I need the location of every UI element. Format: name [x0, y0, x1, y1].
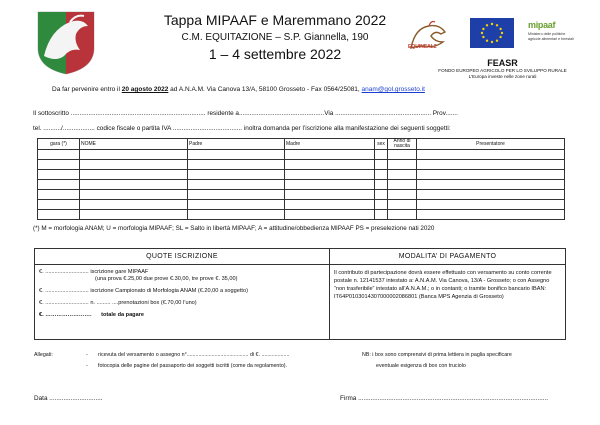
fees-table — [34, 248, 566, 340]
table-cell[interactable] — [285, 150, 375, 160]
fees-header: QUOTE ISCRIZIONE — [35, 249, 330, 265]
box-note: NB: i box sono comprensivi di prima lettiera in paglia specificare — [362, 352, 512, 358]
table-cell[interactable] — [375, 200, 388, 210]
legend: (*) M = morfologia ANAM; U = morfologia MIPAAF; SL = Salto in libertà MIPAAF; A = attitudine/obbedienza MIPAAF PS = preselezione nati 2020 — [33, 225, 435, 232]
anam-logo — [30, 6, 102, 76]
table-cell[interactable] — [417, 160, 565, 170]
contact-line[interactable]: tel. ........../.................. codice fiscale o partita IVA ....................................... inoltra domanda per l’iscrizione alla manifestazione dei seguenti soggetti: — [33, 125, 451, 132]
table-cell[interactable] — [80, 150, 188, 160]
table-row — [38, 210, 565, 220]
table-cell[interactable] — [417, 150, 565, 160]
table-cell[interactable] — [417, 170, 565, 180]
table-cell[interactable] — [388, 160, 417, 170]
fee-amount-field[interactable]: €. ............................ — [39, 288, 89, 294]
event-venue: C.M. EQUITAZIONE – S.P. Giannella, 190 — [181, 32, 369, 43]
deadline-address: ad A.N.A.M. Via Canova 13/A, 58100 Grosseto - Fax 0564/25081, — [168, 86, 362, 93]
table-cell[interactable] — [388, 190, 417, 200]
table-cell[interactable] — [80, 210, 188, 220]
table-cell[interactable] — [375, 210, 388, 220]
table-cell[interactable] — [80, 200, 188, 210]
table-cell[interactable] — [188, 170, 285, 180]
table-cell[interactable] — [38, 190, 80, 200]
table-cell[interactable] — [38, 170, 80, 180]
fee-note: (una prova €.25,00 due prove €.30,00, tre prove €. 35,00) — [95, 276, 238, 282]
table-header-row — [38, 139, 565, 150]
table-cell[interactable] — [285, 160, 375, 170]
deadline-date: 20 agosto 2022 — [121, 86, 169, 93]
eu-flag-icon — [470, 18, 514, 48]
table-row — [38, 160, 565, 170]
attachment-receipt[interactable]: ricevuta del versamento o assegno n°.......................................... di €. ................... — [98, 352, 290, 358]
table-cell[interactable] — [388, 180, 417, 190]
fee-item-box[interactable] — [39, 300, 325, 307]
fee-item-anam[interactable] — [39, 288, 325, 295]
mipaaf-subtitle: Ministero delle politiche agricole alimentari e forestali — [528, 32, 574, 41]
table-cell[interactable] — [388, 170, 417, 180]
mipaaf-wordmark: mipaaf — [528, 20, 556, 30]
col-gara: gara (*) — [38, 139, 80, 150]
table-cell[interactable] — [388, 210, 417, 220]
table-row — [38, 180, 565, 190]
table-cell[interactable] — [417, 210, 565, 220]
deadline-line — [52, 86, 425, 93]
table-cell[interactable] — [417, 180, 565, 190]
applicant-line[interactable]: Il sottoscritto ............................................................................ residente a................................................Via ...................................................... Prov....... — [33, 110, 458, 117]
bullet-dash: - — [86, 352, 88, 358]
table-cell[interactable] — [285, 180, 375, 190]
horse-logo — [405, 18, 457, 56]
event-title: Tappa MIPAAF e Maremmano 2022 — [163, 12, 387, 28]
table-row — [38, 150, 565, 160]
feasr-title: FEASR — [487, 58, 518, 68]
attachments-label: Allegati: — [34, 352, 53, 358]
mipaaf-logo — [528, 20, 578, 41]
table-cell[interactable] — [80, 170, 188, 180]
fee-label: iscrizione Campionato di Morfologia ANAM (€.20,00 a soggetto) — [90, 288, 248, 294]
deadline-pre: Da far pervenire entro il — [52, 86, 122, 93]
col-sex: sex — [375, 139, 388, 150]
attachment-passport: fotocopia delle pagine del passaporto dei soggetti iscritti (come da regolamento). — [98, 363, 288, 369]
table-cell[interactable] — [80, 180, 188, 190]
table-cell[interactable] — [375, 180, 388, 190]
feasr-subtitle: FONDO EUROPEO AGRICOLO PER LO SVILUPPO RURALE — [438, 68, 567, 73]
feasr-block — [415, 58, 590, 79]
total-amount-field[interactable]: €. ……………………. — [39, 312, 92, 318]
table-cell[interactable] — [285, 210, 375, 220]
table-cell[interactable] — [188, 200, 285, 210]
table-cell[interactable] — [38, 150, 80, 160]
email-link[interactable]: anam@gol.grosseto.it — [361, 86, 425, 93]
table-cell[interactable] — [285, 170, 375, 180]
table-cell[interactable] — [388, 200, 417, 210]
table-cell[interactable] — [285, 200, 375, 210]
table-row — [38, 190, 565, 200]
bullet-dash: - — [86, 363, 88, 369]
feasr-tagline: L'Europa investe nelle zone rurali — [468, 74, 537, 79]
fee-total[interactable] — [39, 312, 325, 319]
fees-cell — [35, 265, 330, 340]
fee-label: iscrizione gare MIPAAF — [90, 269, 149, 275]
table-cell[interactable] — [375, 190, 388, 200]
total-label: totale da pagare — [101, 312, 144, 318]
table-cell[interactable] — [375, 160, 388, 170]
signature-field[interactable]: Firma ........................................................................................................... — [340, 395, 549, 402]
payment-instructions: Il contributo di partecipazione dovrà essere effettuato con versamento su conto corrente postale n. 12141537 intestato a: A.N.A.M. Via Canova, 13/A - Grosseto; o con Assegno “non trasferibile” intestato all’A.N.A.M.; o in contanti; o tramite bonifico bancario IBAN: IT64P0103014307000002086801 (Banca MPS Agenzia di Grosseto) — [330, 265, 566, 340]
col-anno: Anno di nascita — [388, 139, 417, 150]
table-cell[interactable] — [188, 180, 285, 190]
fee-amount-field[interactable]: €. ............................ — [39, 269, 89, 275]
col-padre: Padre — [188, 139, 285, 150]
table-cell[interactable] — [188, 160, 285, 170]
table-cell[interactable] — [375, 170, 388, 180]
table-cell[interactable] — [80, 190, 188, 200]
table-cell[interactable] — [388, 150, 417, 160]
table-cell[interactable] — [38, 180, 80, 190]
fee-label: n. ......... ....prenotazioni box (€.70,00 l’uno) — [90, 300, 197, 306]
col-madre: Madre — [285, 139, 375, 150]
event-dates: 1 – 4 settembre 2022 — [208, 46, 342, 62]
table-cell[interactable] — [188, 210, 285, 220]
table-cell[interactable] — [38, 200, 80, 210]
col-presentatore: Presentatore — [417, 139, 565, 150]
box-note-cont: eventuale esigenza di box con truciolo — [376, 363, 466, 369]
table-cell[interactable] — [38, 160, 80, 170]
payment-header: MODALITA’ DI PAGAMENTO — [330, 249, 566, 265]
table-cell[interactable] — [375, 150, 388, 160]
fee-item-mipaaf[interactable] — [39, 269, 325, 283]
table-cell[interactable] — [188, 150, 285, 160]
fee-amount-field[interactable]: €. ............................ — [39, 300, 89, 306]
table-cell[interactable] — [417, 200, 565, 210]
col-nome: NOME — [80, 139, 188, 150]
registration-table — [37, 138, 565, 220]
table-cell[interactable] — [38, 210, 80, 220]
table-cell[interactable] — [285, 190, 375, 200]
date-field[interactable]: Data .............................. — [34, 395, 103, 402]
table-cell[interactable] — [417, 190, 565, 200]
table-row — [38, 200, 565, 210]
table-row — [38, 170, 565, 180]
table-cell[interactable] — [80, 160, 188, 170]
equine-logo-text: EQUINEAL2 — [408, 44, 437, 50]
event-title-block — [130, 12, 420, 63]
table-cell[interactable] — [188, 190, 285, 200]
